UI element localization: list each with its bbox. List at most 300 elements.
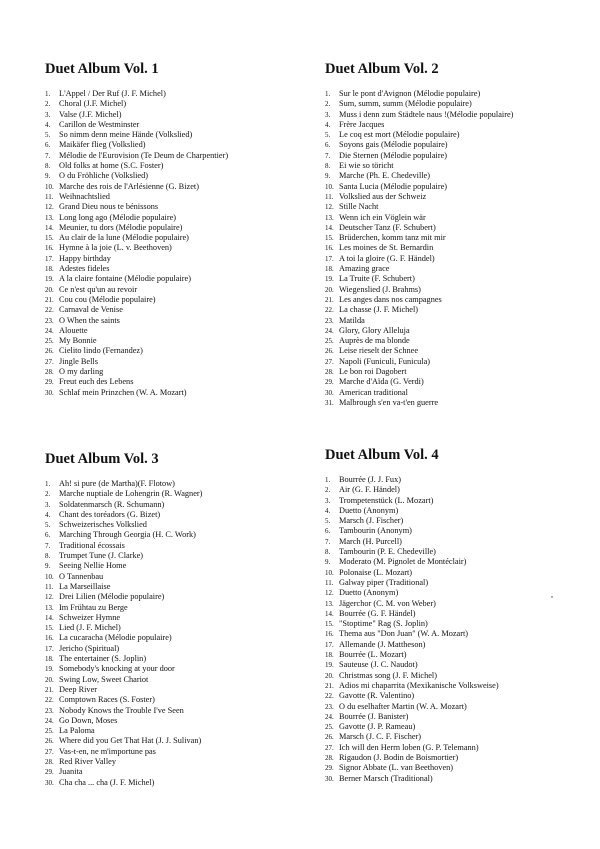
track-number: 24. xyxy=(325,712,334,721)
track-number: 3. xyxy=(325,110,331,119)
list-item xyxy=(45,326,315,336)
list-item xyxy=(325,264,595,274)
track-title: Malbrough s'en va-t'en guerre xyxy=(339,397,439,407)
track-number: 24. xyxy=(325,326,334,335)
list-item xyxy=(325,182,595,192)
track-title: A la claire fontaine (Mélodie populaire) xyxy=(59,274,192,284)
track-title: Long long ago (Mélodie populaire) xyxy=(59,212,177,222)
list-item xyxy=(45,541,315,551)
track-number: 20. xyxy=(45,285,54,294)
track-title: Freut euch des Lebens xyxy=(59,377,134,387)
track-number: 1. xyxy=(45,480,51,488)
track-number: 29. xyxy=(325,764,334,773)
list-item xyxy=(325,691,595,701)
track-number: 29. xyxy=(45,378,54,387)
track-title: Lied (J. F. Michel) xyxy=(59,623,121,633)
list-item xyxy=(325,326,595,336)
track-list xyxy=(325,89,595,408)
track-title: Leise rieselt der Schnee xyxy=(339,346,419,356)
album-title: Duet Album Vol. 1 xyxy=(45,61,159,77)
list-item xyxy=(325,722,595,732)
list-item xyxy=(325,526,595,536)
track-title: Bourrée (J. J. Fux) xyxy=(339,475,401,484)
list-item xyxy=(45,305,315,315)
list-item xyxy=(325,377,595,387)
scan-speck xyxy=(551,596,553,598)
track-title: Im Frühtau zu Berge xyxy=(59,602,128,612)
track-title: The entertainer (S. Joplin) xyxy=(59,654,147,664)
track-title: O Tannenbau xyxy=(59,571,104,581)
track-number: 5. xyxy=(325,517,331,526)
track-title: L'Appel / Der Ruf (J. F. Michel) xyxy=(59,89,166,98)
track-number: 27. xyxy=(325,743,334,752)
list-item xyxy=(325,557,595,567)
track-number: 26. xyxy=(45,347,54,356)
track-number: 23. xyxy=(325,702,334,711)
list-item xyxy=(45,551,315,561)
track-title: Sum, summ, summ (Mélodie populaire) xyxy=(339,99,472,109)
list-item xyxy=(45,479,315,489)
track-number: 13. xyxy=(45,603,54,612)
track-number: 5. xyxy=(325,131,331,140)
track-number: 15. xyxy=(325,234,334,243)
list-item xyxy=(45,140,315,150)
list-item xyxy=(45,99,315,109)
list-item xyxy=(325,388,595,398)
list-item xyxy=(325,516,595,526)
list-item xyxy=(325,120,595,130)
track-title: La chasse (J. F. Michel) xyxy=(339,305,419,315)
list-item xyxy=(325,671,595,681)
track-title: Les moines de St. Bernardin xyxy=(339,243,434,253)
track-number: 25. xyxy=(45,727,54,736)
list-item xyxy=(325,619,595,629)
track-number: 22. xyxy=(325,306,334,315)
track-title: Polonaise (L. Mozart) xyxy=(339,567,413,577)
track-title: March (H. Purcell) xyxy=(339,536,402,546)
track-number: 28. xyxy=(325,754,334,763)
track-number: 4. xyxy=(45,120,51,129)
track-title: Juanita xyxy=(59,767,83,777)
list-item xyxy=(45,213,315,223)
track-number: 7. xyxy=(45,151,51,160)
track-title: Chant des toréadors (G. Bizet) xyxy=(59,509,161,519)
list-item xyxy=(45,561,315,571)
track-title: Cha cha ... cha (J. F. Michel) xyxy=(59,777,155,787)
list-item xyxy=(45,192,315,202)
list-item xyxy=(325,398,595,408)
list-item xyxy=(45,644,315,654)
track-title: Adios mi chaparrita (Mexikanische Volksweise) xyxy=(339,680,499,690)
track-number: 3. xyxy=(325,496,331,505)
track-title: Schweizerisches Volkslied xyxy=(59,520,147,530)
list-item xyxy=(325,223,595,233)
track-title: O my darling xyxy=(59,367,104,377)
track-title: Weihnachtslied xyxy=(59,191,110,201)
track-number: 27. xyxy=(45,747,54,756)
track-title: Auprès de ma blonde xyxy=(339,336,410,346)
track-title: Deep River xyxy=(59,684,98,694)
list-item xyxy=(325,485,595,495)
list-item xyxy=(325,588,595,598)
track-number: 18. xyxy=(325,265,334,274)
track-number: 9. xyxy=(45,172,51,181)
track-number: 5. xyxy=(45,521,51,530)
track-number: 21. xyxy=(45,685,54,694)
list-item xyxy=(45,695,315,705)
track-title: Duetto (Anonym) xyxy=(339,505,399,515)
list-item xyxy=(45,603,315,613)
track-title: O du eselhafter Martin (W. A. Mozart) xyxy=(339,701,467,711)
list-item xyxy=(325,336,595,346)
track-title: Soldatenmarsch (R. Schumann) xyxy=(59,499,165,509)
list-item xyxy=(45,716,315,726)
track-number: 10. xyxy=(45,182,54,191)
list-item xyxy=(325,506,595,516)
list-item xyxy=(45,346,315,356)
track-title: Carillon de Westminster xyxy=(59,119,140,129)
track-number: 15. xyxy=(45,624,54,633)
list-item xyxy=(45,757,315,767)
list-item xyxy=(45,654,315,664)
track-title: My Bonnie xyxy=(59,336,97,346)
track-number: 21. xyxy=(45,295,54,304)
track-number: 18. xyxy=(45,265,54,274)
list-item xyxy=(45,171,315,181)
list-item xyxy=(45,161,315,171)
list-item xyxy=(45,357,315,367)
track-title: Jingle Bells xyxy=(59,356,98,366)
track-number: 14. xyxy=(325,223,334,232)
list-item xyxy=(45,274,315,284)
track-title: Comptown Races (S. Foster) xyxy=(59,695,155,705)
track-title: Schweizer Hymne xyxy=(59,612,121,622)
track-number: 17. xyxy=(325,254,334,263)
list-item xyxy=(325,640,595,650)
list-item xyxy=(325,89,595,99)
list-item xyxy=(45,336,315,346)
list-item xyxy=(45,223,315,233)
list-item xyxy=(45,736,315,746)
track-title: Go Down, Moses xyxy=(59,715,118,725)
list-item xyxy=(45,130,315,140)
list-item xyxy=(45,633,315,643)
track-title: Ce n'est qu'un au revoir xyxy=(59,284,138,294)
track-title: Drei Lilien (Mélodie populaire) xyxy=(59,592,165,602)
list-item xyxy=(45,706,315,716)
track-title: Cielito lindo (Fernandez) xyxy=(59,346,143,356)
track-title: Tambourin (P. E. Chedeville) xyxy=(339,547,436,557)
track-title: Vas-t-en, ne m'importune pas xyxy=(59,746,156,756)
track-title: Sauteuse (J. C. Naudot) xyxy=(339,660,418,670)
track-number: 2. xyxy=(45,100,51,109)
track-title: "Stoptime" Rag (S. Joplin) xyxy=(339,619,428,629)
list-item xyxy=(45,675,315,685)
list-item xyxy=(325,629,595,639)
list-item xyxy=(325,702,595,712)
album-title: Duet Album Vol. 4 xyxy=(325,447,439,463)
list-item xyxy=(325,475,595,485)
track-number: 7. xyxy=(325,151,331,160)
track-number: 12. xyxy=(325,203,334,212)
list-item xyxy=(325,295,595,305)
list-item xyxy=(325,274,595,284)
track-number: 19. xyxy=(325,275,334,284)
track-title: Somebody's knocking at your door xyxy=(59,664,175,674)
album-title: Duet Album Vol. 3 xyxy=(45,451,159,467)
track-number: 13. xyxy=(325,599,334,608)
track-number: 15. xyxy=(45,234,54,243)
track-list xyxy=(325,475,595,784)
track-title: Muss i denn zum Städtele naus !(Mélodie populaire) xyxy=(339,109,514,119)
list-item xyxy=(325,151,595,161)
track-number: 4. xyxy=(45,510,51,519)
track-number: 11. xyxy=(45,192,54,201)
list-item xyxy=(45,243,315,253)
list-item xyxy=(325,753,595,763)
track-title: Galway piper (Traditional) xyxy=(339,577,429,587)
list-item xyxy=(325,732,595,742)
track-number: 4. xyxy=(325,506,331,515)
track-number: 9. xyxy=(325,558,331,567)
track-title: Adestes fideles xyxy=(59,264,110,274)
track-number: 17. xyxy=(45,644,54,653)
track-number: 10. xyxy=(45,572,54,581)
list-item xyxy=(45,202,315,212)
track-title: La cucaracha (Mélodie populaire) xyxy=(59,633,172,643)
track-title: Cou cou (Mélodie populaire) xyxy=(59,294,156,304)
track-number: 7. xyxy=(325,537,331,546)
track-number: 26. xyxy=(325,733,334,742)
track-number: 18. xyxy=(325,651,334,660)
list-item xyxy=(325,357,595,367)
track-number: 22. xyxy=(45,696,54,705)
track-title: Wenn ich ein Vöglein wär xyxy=(339,212,426,222)
list-item xyxy=(325,660,595,670)
list-item xyxy=(45,182,315,192)
list-item xyxy=(45,489,315,499)
track-title: Le bon roi Dagobert xyxy=(339,367,407,377)
track-title: Nobody Knows the Trouble I've Seen xyxy=(59,705,184,715)
track-number: 8. xyxy=(325,548,331,557)
list-item xyxy=(325,346,595,356)
track-title: Marche d'Aïda (G. Verdi) xyxy=(339,377,424,387)
album-vol-2 xyxy=(325,61,595,408)
list-item xyxy=(45,316,315,326)
list-item xyxy=(45,747,315,757)
track-number: 29. xyxy=(325,378,334,387)
track-title: Jägerchor (C. M. von Weber) xyxy=(339,598,436,608)
track-number: 31. xyxy=(325,398,334,407)
track-title: Hymne à la joie (L. v. Beethoven) xyxy=(59,243,172,253)
list-item xyxy=(325,681,595,691)
track-number: 12. xyxy=(325,589,334,598)
track-title: Air (G. F. Händel) xyxy=(339,485,400,495)
list-item xyxy=(45,520,315,530)
track-number: 18. xyxy=(45,655,54,664)
list-item xyxy=(45,295,315,305)
track-number: 3. xyxy=(45,110,51,119)
track-number: 6. xyxy=(325,527,331,536)
track-number: 3. xyxy=(45,500,51,509)
list-item xyxy=(325,609,595,619)
track-title: Gavotte (J. P. Rameau) xyxy=(339,722,416,732)
track-number: 19. xyxy=(45,665,54,674)
list-item xyxy=(45,582,315,592)
list-item xyxy=(325,243,595,253)
track-title: Santa Lucia (Mélodie populaire) xyxy=(339,181,448,191)
track-list xyxy=(45,89,315,398)
track-list xyxy=(45,479,315,788)
track-title: Schlaf mein Prinzchen (W. A. Mozart) xyxy=(59,387,187,397)
track-number: 26. xyxy=(325,347,334,356)
track-number: 5. xyxy=(45,131,51,140)
track-number: 19. xyxy=(45,275,54,284)
list-item xyxy=(45,110,315,120)
list-item xyxy=(325,367,595,377)
track-title: Die Sternen (Mélodie populaire) xyxy=(339,150,448,160)
list-item xyxy=(325,130,595,140)
list-item xyxy=(45,285,315,295)
list-item xyxy=(325,599,595,609)
track-number: 2. xyxy=(325,486,331,495)
track-title: Trumpet Tune (J. Clarke) xyxy=(59,551,144,561)
list-item xyxy=(325,192,595,202)
track-title: Choral (J.F. Michel) xyxy=(59,99,127,109)
track-number: 30. xyxy=(45,778,54,787)
list-item xyxy=(325,712,595,722)
track-title: Old folks at home (S.C. Foster) xyxy=(59,161,164,171)
track-title: Meunier, tu dors (Mélodie populaire) xyxy=(59,222,183,232)
list-item xyxy=(325,496,595,506)
list-item xyxy=(325,305,595,315)
track-title: Red River Valley xyxy=(59,757,116,767)
track-title: Frère Jacques xyxy=(339,119,385,129)
track-number: 24. xyxy=(45,716,54,725)
list-item xyxy=(325,110,595,120)
track-number: 20. xyxy=(325,671,334,680)
track-title: Marsch (J. C. F. Fischer) xyxy=(339,732,422,742)
track-number: 15. xyxy=(325,620,334,629)
track-title: Marche (Ph. E. Chedeville) xyxy=(339,171,431,181)
track-title: Stille Nacht xyxy=(339,202,379,212)
track-number: 27. xyxy=(325,357,334,366)
track-title: Volkslied aus der Schweiz xyxy=(339,191,427,201)
track-number: 11. xyxy=(325,192,334,201)
track-title: Rigaudon (J. Bodin de Boismortier) xyxy=(339,753,459,763)
track-title: A toi la gloire (G. F. Händel) xyxy=(339,253,435,263)
list-item xyxy=(45,572,315,582)
list-item xyxy=(45,592,315,602)
track-number: 1. xyxy=(325,476,331,484)
track-title: Tambourin (Anonym) xyxy=(339,526,412,536)
track-title: Au clair de la lune (Mélodie populaire) xyxy=(59,233,189,243)
track-title: Mélodie de l'Eurovision (Te Deum de Charpentier) xyxy=(59,150,229,160)
list-item xyxy=(45,623,315,633)
track-title: Traditional écossais xyxy=(59,540,125,550)
list-item xyxy=(325,743,595,753)
list-item xyxy=(45,767,315,777)
track-number: 22. xyxy=(325,692,334,701)
track-number: 14. xyxy=(45,223,54,232)
track-title: Berner Marsch (Traditional) xyxy=(339,773,433,783)
track-title: Ei wie so töricht xyxy=(339,161,394,171)
list-item xyxy=(45,89,315,99)
track-number: 14. xyxy=(45,613,54,622)
track-number: 25. xyxy=(325,723,334,732)
list-item xyxy=(325,650,595,660)
list-item xyxy=(325,537,595,547)
list-item xyxy=(45,664,315,674)
track-title: Where did you Get That Hat (J. J. Sulivan) xyxy=(59,736,202,746)
track-number: 4. xyxy=(325,120,331,129)
track-number: 27. xyxy=(45,357,54,366)
list-item xyxy=(325,202,595,212)
track-title: Bourrée (L. Mozart) xyxy=(339,650,407,660)
list-item xyxy=(45,726,315,736)
track-number: 2. xyxy=(45,490,51,499)
track-number: 10. xyxy=(325,182,334,191)
album-title: Duet Album Vol. 2 xyxy=(325,61,439,77)
track-number: 23. xyxy=(325,316,334,325)
track-number: 6. xyxy=(325,141,331,150)
track-number: 7. xyxy=(45,541,51,550)
list-item xyxy=(45,388,315,398)
list-item xyxy=(45,530,315,540)
track-title: Glory, Glory Alleluja xyxy=(339,325,410,335)
track-number: 6. xyxy=(45,531,51,540)
track-number: 1. xyxy=(45,90,51,98)
track-number: 12. xyxy=(45,593,54,602)
track-number: 30. xyxy=(45,388,54,397)
track-number: 16. xyxy=(325,244,334,253)
track-title: Seeing Nellie Home xyxy=(59,561,127,571)
track-title: Wiegenslied (J. Brahms) xyxy=(339,284,421,294)
track-number: 28. xyxy=(45,368,54,377)
track-number: 24. xyxy=(45,326,54,335)
track-number: 16. xyxy=(45,634,54,643)
track-number: 28. xyxy=(325,368,334,377)
list-item xyxy=(45,685,315,695)
track-title: La Marseillaise xyxy=(59,581,111,591)
track-title: Amazing grace xyxy=(339,264,390,274)
track-title: Marche des rois de l'Arlésienne (G. Bizet) xyxy=(59,181,199,191)
list-item xyxy=(325,578,595,588)
track-title: Ich will den Herrn loben (G. P. Telemann) xyxy=(339,742,479,752)
track-title: Sur le pont d'Avignon (Mélodie populaire) xyxy=(339,89,481,98)
track-number: 6. xyxy=(45,141,51,150)
track-number: 25. xyxy=(45,337,54,346)
track-number: 13. xyxy=(325,213,334,222)
track-title: Deutscher Tanz (F. Schubert) xyxy=(339,222,436,232)
track-title: Carnaval de Venise xyxy=(59,305,123,315)
track-title: La Paloma xyxy=(59,726,95,736)
track-number: 17. xyxy=(325,640,334,649)
track-number: 1. xyxy=(325,90,331,98)
track-title: Happy birthday xyxy=(59,253,111,263)
track-title: So nimm denn meine Hände (Volkslied) xyxy=(59,130,193,140)
list-item xyxy=(325,774,595,784)
track-number: 26. xyxy=(45,737,54,746)
track-title: Soyons gais (Mélodie populaire) xyxy=(339,140,448,150)
track-title: Bourrée (G. F. Händel) xyxy=(339,608,416,618)
track-title: Grand Dieu nous te bénissons xyxy=(59,202,159,212)
track-number: 20. xyxy=(325,285,334,294)
track-number: 19. xyxy=(325,661,334,670)
track-number: 25. xyxy=(325,337,334,346)
list-item xyxy=(325,547,595,557)
album-vol-4 xyxy=(325,447,595,784)
